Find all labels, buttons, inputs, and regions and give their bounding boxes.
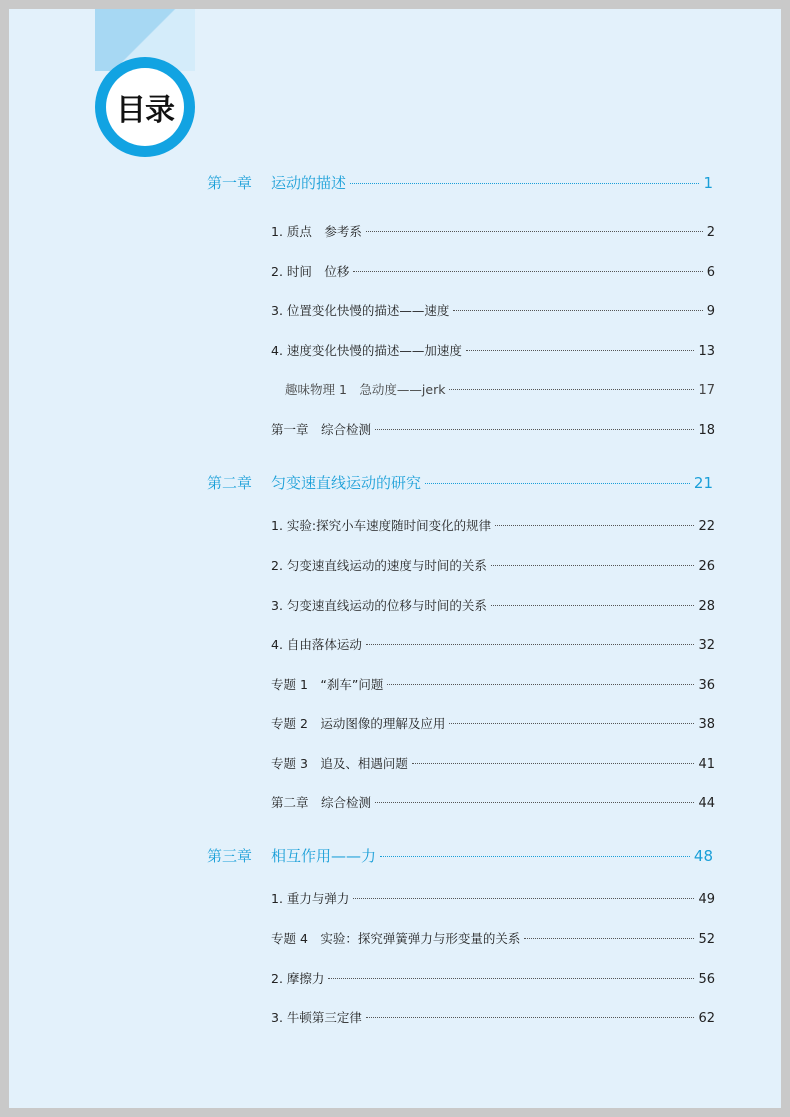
toc-entry-row[interactable] bbox=[271, 516, 715, 534]
dot-leader bbox=[353, 898, 694, 899]
page-number: 17 bbox=[698, 383, 715, 398]
dot-leader bbox=[449, 723, 694, 724]
toc-entry-row[interactable] bbox=[271, 262, 715, 280]
entry-title: 4. 自由落体运动 bbox=[271, 637, 362, 652]
chapter-title: 匀变速直线运动的研究 bbox=[271, 474, 422, 492]
dot-leader bbox=[466, 350, 695, 351]
toc-entry-row[interactable] bbox=[271, 222, 715, 240]
entry-title: 2. 匀变速直线运动的速度与时间的关系 bbox=[271, 558, 487, 573]
page-number: 2 bbox=[706, 225, 715, 240]
entry-title: 3. 牛顿第三定律 bbox=[271, 1010, 362, 1025]
page-number: 52 bbox=[698, 932, 715, 947]
entry-title: 3. 匀变速直线运动的位移与时间的关系 bbox=[271, 598, 487, 613]
chapter-number: 第一章 bbox=[207, 174, 253, 192]
entry-title: 专题 3 追及、相遇问题 bbox=[271, 756, 408, 771]
dot-leader bbox=[328, 978, 694, 979]
page-number: 62 bbox=[698, 1011, 715, 1026]
title-badge-inner bbox=[106, 68, 184, 146]
page-number: 32 bbox=[698, 638, 715, 653]
toc-entry-row[interactable] bbox=[271, 969, 715, 987]
dot-leader bbox=[350, 183, 699, 184]
toc-entry-row[interactable] bbox=[271, 714, 715, 732]
dot-leader bbox=[366, 231, 703, 232]
toc-entry-row[interactable] bbox=[271, 675, 715, 693]
entry-title: 专题 4 实验：探究弹簧弹力与形变量的关系 bbox=[271, 931, 521, 946]
toc-entry-row[interactable] bbox=[271, 889, 715, 907]
entry-title: 3. 位置变化快慢的描述——速度 bbox=[271, 303, 450, 318]
page-number: 9 bbox=[706, 304, 715, 319]
title-badge bbox=[95, 57, 195, 157]
toc-chapter-row[interactable] bbox=[207, 472, 713, 493]
entry-title: 1. 重力与弹力 bbox=[271, 891, 350, 906]
dot-leader bbox=[353, 271, 702, 272]
toc-chapter-row[interactable] bbox=[207, 845, 713, 866]
page-number: 49 bbox=[698, 892, 715, 907]
chapter-title: 相互作用——力 bbox=[271, 847, 377, 865]
dot-leader bbox=[425, 483, 690, 484]
entry-title: 2. 摩擦力 bbox=[271, 971, 325, 986]
page-number: 48 bbox=[693, 847, 713, 865]
dot-leader bbox=[449, 389, 694, 390]
dot-leader bbox=[366, 644, 695, 645]
page-number: 44 bbox=[698, 796, 715, 811]
toc-entry-row[interactable] bbox=[271, 793, 715, 811]
dot-leader bbox=[387, 684, 694, 685]
toc-entry-row[interactable] bbox=[271, 420, 715, 438]
dot-leader bbox=[491, 605, 695, 606]
page-number: 41 bbox=[698, 757, 715, 772]
chapter-number: 第二章 bbox=[207, 474, 253, 492]
toc-entry-row[interactable] bbox=[271, 635, 715, 653]
dot-leader bbox=[491, 565, 695, 566]
entry-title: 趣味物理 1 急动度——jerk bbox=[285, 382, 446, 397]
dot-leader bbox=[366, 1017, 695, 1018]
toc-entry-row[interactable] bbox=[271, 341, 715, 359]
page-number: 28 bbox=[698, 599, 715, 614]
entry-title: 第二章 综合检测 bbox=[271, 795, 372, 810]
page-number: 13 bbox=[698, 344, 715, 359]
entry-title: 专题 2 运动图像的理解及应用 bbox=[271, 716, 446, 731]
dot-leader bbox=[495, 525, 694, 526]
dot-leader bbox=[524, 938, 694, 939]
page-number: 18 bbox=[698, 423, 715, 438]
toc-entry-row[interactable] bbox=[271, 596, 715, 614]
entry-title: 1. 实验:探究小车速度随时间变化的规律 bbox=[271, 518, 492, 533]
chapter-number: 第三章 bbox=[207, 847, 253, 865]
page-number: 26 bbox=[698, 559, 715, 574]
toc-entry-row[interactable] bbox=[271, 929, 715, 947]
toc-entry-row[interactable] bbox=[285, 380, 715, 398]
page-number: 22 bbox=[698, 519, 715, 534]
dot-leader bbox=[375, 429, 694, 430]
entry-title: 2. 时间 位移 bbox=[271, 264, 350, 279]
toc-entry-row[interactable] bbox=[271, 754, 715, 772]
page-number: 56 bbox=[698, 972, 715, 987]
page-number: 38 bbox=[698, 717, 715, 732]
page-title: 目录 bbox=[116, 93, 174, 128]
dot-leader bbox=[412, 763, 695, 764]
entry-title: 第一章 综合检测 bbox=[271, 422, 372, 437]
entry-title: 4. 速度变化快慢的描述——加速度 bbox=[271, 343, 462, 358]
page-number: 6 bbox=[706, 265, 715, 280]
page-number: 36 bbox=[698, 678, 715, 693]
dot-leader bbox=[380, 856, 690, 857]
page-number: 21 bbox=[693, 474, 713, 492]
page bbox=[9, 9, 781, 1108]
toc-entry-row[interactable] bbox=[271, 301, 715, 319]
page-number: 1 bbox=[703, 174, 713, 192]
entry-title: 专题 1 “刹车”问题 bbox=[271, 677, 384, 692]
toc-entry-row[interactable] bbox=[271, 1008, 715, 1026]
dot-leader bbox=[453, 310, 702, 311]
toc-chapter-row[interactable] bbox=[207, 172, 713, 193]
dot-leader bbox=[375, 802, 694, 803]
chapter-title: 运动的描述 bbox=[271, 174, 347, 192]
toc-entry-row[interactable] bbox=[271, 556, 715, 574]
entry-title: 1. 质点 参考系 bbox=[271, 224, 362, 239]
